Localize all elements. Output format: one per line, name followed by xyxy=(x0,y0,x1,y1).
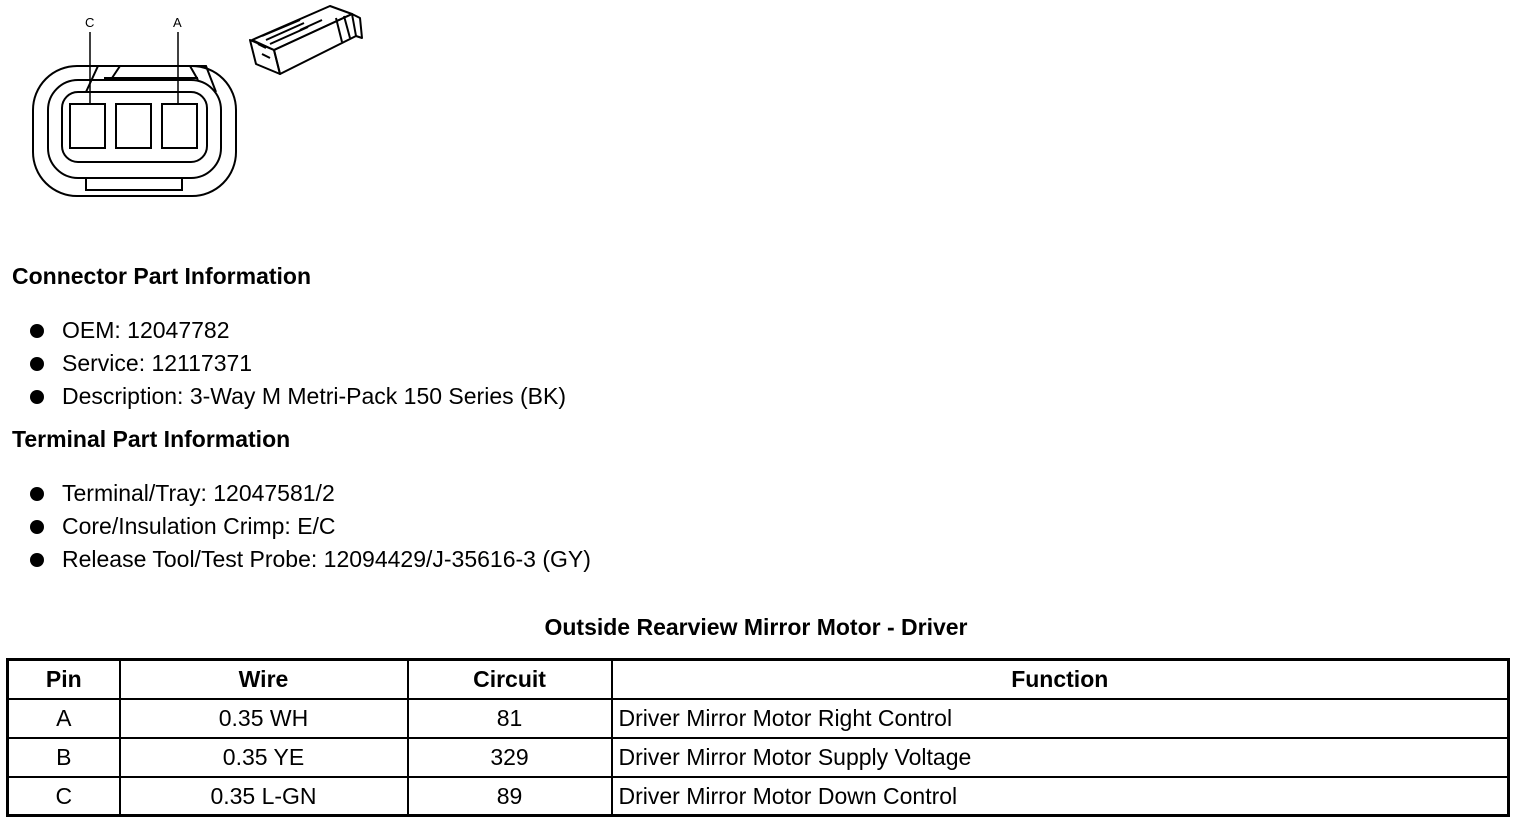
list-item-text: Service: 12117371 xyxy=(62,350,253,376)
column-header-wire: Wire xyxy=(120,660,408,699)
list-item xyxy=(30,380,566,413)
cell-pin: A xyxy=(8,699,120,738)
table-header-row xyxy=(8,660,1509,699)
pin-cavity-a xyxy=(162,104,197,148)
bullet-icon xyxy=(30,357,44,371)
table-row xyxy=(8,777,1509,816)
list-item xyxy=(30,543,591,576)
column-header-function: Function xyxy=(612,660,1509,699)
cell-circuit: 81 xyxy=(408,699,612,738)
list-item-text: Release Tool/Test Probe: 12094429/J-35616-3 (GY) xyxy=(62,546,591,572)
list-item-text: Description: 3-Way M Metri-Pack 150 Series (BK) xyxy=(62,383,567,409)
bullet-icon xyxy=(30,324,44,338)
terminal-info-list xyxy=(30,477,591,576)
list-item-text: OEM: 12047782 xyxy=(62,317,230,343)
column-header-circuit: Circuit xyxy=(408,660,612,699)
cell-function: Driver Mirror Motor Right Control xyxy=(612,699,1509,738)
cell-circuit: 329 xyxy=(408,738,612,777)
connector-diagram xyxy=(0,0,380,210)
cell-wire: 0.35 L-GN xyxy=(120,777,408,816)
list-item-text: Core/Insulation Crimp: E/C xyxy=(62,513,336,539)
pinout-table xyxy=(6,658,1510,817)
table-row xyxy=(8,699,1509,738)
cell-pin: C xyxy=(8,777,120,816)
cell-pin: B xyxy=(8,738,120,777)
list-item xyxy=(30,347,566,380)
bullet-icon xyxy=(30,390,44,404)
list-item-text: Terminal/Tray: 12047581/2 xyxy=(62,480,335,506)
list-item xyxy=(30,510,591,543)
connector-info-heading: Connector Part Information xyxy=(12,263,312,289)
pin-cavity-c xyxy=(70,104,105,148)
list-item xyxy=(30,314,566,347)
table-title: Outside Rearview Mirror Motor - Driver xyxy=(544,614,968,640)
connector-body-illustration xyxy=(250,6,362,74)
pin-cavity-b xyxy=(116,104,151,148)
table-row xyxy=(8,738,1509,777)
cell-circuit: 89 xyxy=(408,777,612,816)
connector-face xyxy=(33,32,236,196)
terminal-info-heading: Terminal Part Information xyxy=(12,426,291,452)
cell-wire: 0.35 WH xyxy=(120,699,408,738)
bullet-icon xyxy=(30,520,44,534)
pin-label-c: C xyxy=(85,15,95,30)
bullet-icon xyxy=(30,553,44,567)
cell-function: Driver Mirror Motor Down Control xyxy=(612,777,1509,816)
column-header-pin: Pin xyxy=(8,660,120,699)
connector-info-list xyxy=(30,314,566,413)
list-item xyxy=(30,477,591,510)
cell-function: Driver Mirror Motor Supply Voltage xyxy=(612,738,1509,777)
cell-wire: 0.35 YE xyxy=(120,738,408,777)
bullet-icon xyxy=(30,487,44,501)
pin-label-a: A xyxy=(173,15,182,30)
